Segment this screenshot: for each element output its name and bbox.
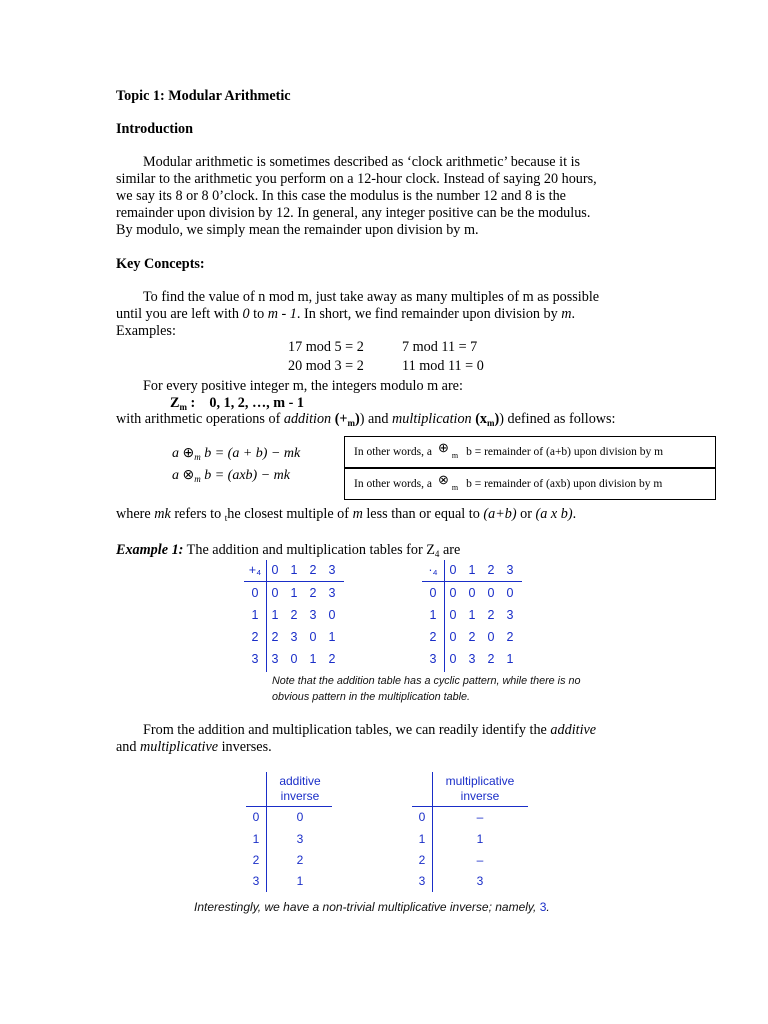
table-header-cell: 1 [290, 563, 298, 577]
table-header-cell: 3 [328, 563, 336, 577]
table-cell: 2 [328, 652, 336, 666]
table-op-symbol: +₄ [248, 563, 262, 577]
inverse-header: inverse [460, 789, 500, 803]
intro-line: similar to the arithmetic you perform on a 12-hour clock. Instead of saying 20 hours, [116, 171, 597, 187]
table-cell: 0 [449, 652, 457, 666]
table-row-label: 3 [251, 652, 259, 666]
table-divider [266, 772, 267, 892]
addition-definition-box: In other words, a ⊕ m b = remainder of (a+b) upon division by m [344, 436, 716, 468]
table-cell: 2 [487, 608, 495, 622]
additive-inverse-table [246, 772, 332, 892]
addition-table [244, 560, 344, 672]
final-note: Interestingly, we have a non-trivial multiplicative inverse; namely, 3. [194, 900, 550, 914]
page-title: Topic 1: Modular Arithmetic [116, 88, 291, 104]
table-divider [412, 806, 528, 807]
table-cell: 2 [296, 853, 304, 867]
inverse-line: From the addition and multiplication tables, we can readily identify the additive [143, 722, 597, 738]
example-item: 17 mod 5 = 2 [288, 339, 364, 355]
inverse-line: and multiplicative inverses. [116, 739, 272, 755]
table-divider [246, 806, 332, 807]
table-cell: 1 [468, 608, 476, 622]
table-cell: 2 [487, 652, 495, 666]
table-row-label: 3 [429, 652, 437, 666]
example-item: 20 mod 3 = 2 [288, 358, 364, 374]
inverse-header: inverse [280, 789, 320, 803]
table-cell: 1 [476, 832, 484, 846]
table-divider [422, 581, 522, 582]
table-cell: 0 [449, 608, 457, 622]
table-row-label: 0 [418, 810, 426, 824]
key-concepts-heading: Key Concepts: [116, 256, 205, 272]
table-header-cell: 1 [468, 563, 476, 577]
table-row-label: 3 [418, 874, 426, 888]
table-note: Note that the addition table has a cyclic pattern, while there is no [272, 675, 581, 687]
table-row-label: 1 [418, 832, 426, 846]
table-row-label: 1 [252, 832, 260, 846]
table-header-cell: 0 [271, 563, 279, 577]
table-cell: – [476, 810, 484, 824]
table-header-cell: 2 [309, 563, 317, 577]
table-row-label: 2 [429, 630, 437, 644]
table-cell: 2 [290, 608, 298, 622]
key-line: To find the value of n mod m, just take away as many multiples of m as possible [143, 289, 600, 305]
addition-formula: a $\oplus_m$ b = (a + b) − mk [172, 446, 301, 462]
intro-line: we say its 8 or 8 0’clock. In this case the modulus is the number 12 and 8 is the [116, 188, 566, 204]
table-row-label: 1 [429, 608, 437, 622]
table-cell: 3 [328, 586, 336, 600]
table-cell: 0 [487, 630, 495, 644]
table-cell: 0 [309, 630, 317, 644]
table-cell: 2 [468, 630, 476, 644]
table-cell: 3 [309, 608, 317, 622]
table-cell: 1 [309, 652, 317, 666]
zm-definition: $Z_m$ : 0, 1, 2, …, m - 1 [170, 395, 305, 412]
table-cell: 0 [328, 608, 336, 622]
example1-line: Example 1: The addition and multiplication tables for $Z_4$ are [116, 542, 461, 559]
table-cell: 0 [468, 586, 476, 600]
table-cell: 0 [449, 630, 457, 644]
table-cell: 3 [468, 652, 476, 666]
table-cell: 3 [290, 630, 298, 644]
positive-integer-line: For every positive integer m, the integers modulo m are: [143, 378, 463, 394]
table-row-label: 2 [251, 630, 259, 644]
table-cell: 0 [487, 586, 495, 600]
table-cell: 1 [271, 608, 279, 622]
table-cell: – [476, 853, 484, 867]
multiplication-table [422, 560, 522, 672]
table-cell: 0 [271, 586, 279, 600]
inverse-header: additive [279, 774, 321, 788]
table-note: obvious pattern in the multiplication table. [272, 691, 471, 703]
table-row-label: 0 [251, 586, 259, 600]
table-cell: 0 [290, 652, 298, 666]
table-header-cell: 0 [449, 563, 457, 577]
examples-label: Examples: [116, 323, 176, 339]
intro-line: Modular arithmetic is sometimes described as ‘clock arithmetic’ because it is [143, 154, 581, 170]
table-cell: 1 [328, 630, 336, 644]
inverse-header: multiplicative [445, 774, 515, 788]
intro-line: By modulo, we simply mean the remainder upon division by m. [116, 222, 479, 238]
intro-line: remainder upon division by 12. In general, any integer positive can be the modulus. [116, 205, 591, 221]
multiplication-formula: a $\otimes_m$ b = (axb) − mk [172, 468, 290, 484]
table-cell: 3 [506, 608, 514, 622]
table-op-symbol: ·₄ [428, 563, 438, 577]
where-line: where mk refers to $_t$he closest multiple of m less than or equal to (a+b) or (a x b). [116, 506, 577, 523]
table-row-label: 0 [429, 586, 437, 600]
table-cell: 1 [290, 586, 298, 600]
table-cell: 3 [296, 832, 304, 846]
table-header-cell: 2 [487, 563, 495, 577]
table-header-cell: 3 [506, 563, 514, 577]
table-cell: 1 [506, 652, 514, 666]
table-cell: 0 [506, 586, 514, 600]
table-row-label: 0 [252, 810, 260, 824]
table-cell: 2 [309, 586, 317, 600]
multiplication-definition-box: In other words, a ⊗ m b = remainder of (axb) upon division by m [344, 468, 716, 500]
table-divider [244, 581, 344, 582]
table-cell: 0 [296, 810, 304, 824]
operations-line: with arithmetic operations of addition $(+_m)$) and multiplication $(x_m)$) defined as follows: [116, 411, 616, 428]
table-cell: 3 [271, 652, 279, 666]
example-item: 7 mod 11 = 7 [402, 339, 478, 355]
table-row-label: 1 [251, 608, 259, 622]
key-line: until you are left with 0 to m - 1. In short, we find remainder upon division by m. [116, 306, 576, 322]
table-row-label: 3 [252, 874, 260, 888]
table-row-label: 2 [252, 853, 260, 867]
multiplicative-inverse-table [412, 772, 528, 892]
table-cell: 0 [449, 586, 457, 600]
intro-heading: Introduction [116, 121, 193, 137]
example-item: 11 mod 11 = 0 [402, 358, 484, 374]
table-cell: 2 [271, 630, 279, 644]
table-row-label: 2 [418, 853, 426, 867]
table-cell: 2 [506, 630, 514, 644]
table-cell: 3 [476, 874, 484, 888]
table-cell: 1 [296, 874, 304, 888]
